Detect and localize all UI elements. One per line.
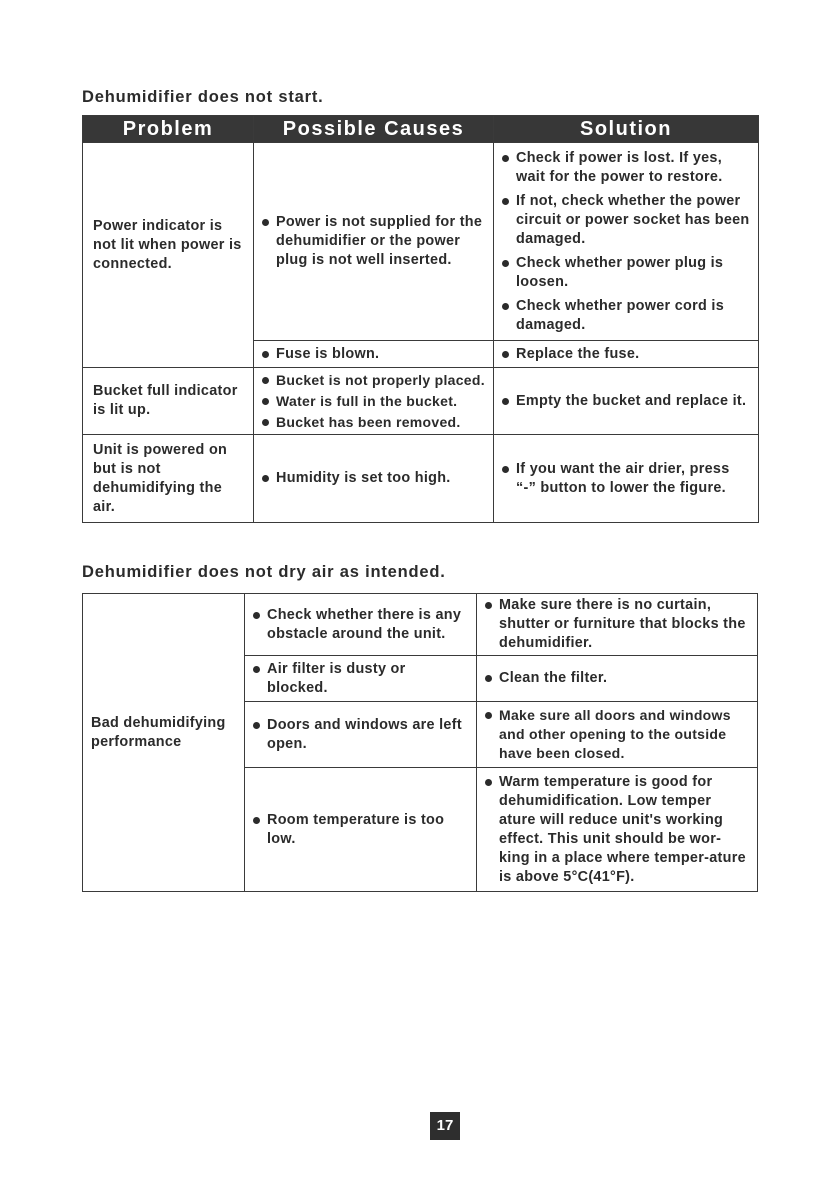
cause-cell	[254, 143, 494, 341]
cause-cell	[245, 768, 477, 892]
list-item	[260, 371, 487, 390]
solution-text: Check whether power plug is loosen.	[516, 254, 724, 290]
list-item	[260, 413, 487, 432]
bullet-icon	[502, 351, 509, 358]
bullet-icon	[485, 602, 492, 609]
solution-cell	[494, 341, 759, 368]
bullet-icon	[262, 398, 269, 405]
page-number: 17	[430, 1112, 460, 1140]
list-item	[500, 345, 752, 364]
bullet-icon	[253, 817, 260, 824]
list-item	[251, 606, 470, 644]
section-title-not-start: Dehumidifier does not start.	[82, 88, 324, 106]
solution-text: Check if power is lost. If yes, wait for the power to restore.	[516, 149, 723, 185]
bullet-icon	[502, 260, 509, 267]
table-row	[83, 368, 759, 435]
bullet-icon	[262, 377, 269, 384]
cause-text: Water is full in the bucket.	[276, 392, 458, 409]
solution-text: If not, check whether the power circuit or power socket has been damaged.	[516, 192, 750, 247]
list-item	[500, 149, 752, 187]
solution-cell	[494, 435, 759, 523]
problem-text: Bucket full indicator is lit up.	[93, 383, 238, 418]
troubleshooting-table-not-dry	[82, 593, 758, 892]
list-item	[500, 192, 752, 249]
section-title-not-dry: Dehumidifier does not dry air as intended.	[82, 563, 446, 581]
bullet-icon	[253, 612, 260, 619]
bullet-icon	[262, 419, 269, 426]
bullet-icon	[253, 722, 260, 729]
solution-cell	[477, 594, 758, 656]
solution-cell	[477, 768, 758, 892]
cause-cell	[245, 594, 477, 656]
solution-text: Warm temperature is good for dehumidification. Low temper ature will reduce unit's working effect. This unit should be wor-king in a place where temper-ature is above 5°C(41°F).	[499, 773, 746, 885]
problem-cell	[83, 435, 254, 523]
bullet-icon	[262, 475, 269, 482]
solution-text: If you want the air drier, press “-” button to lower the figure.	[516, 460, 730, 496]
cause-text: Power is not supplied for the dehumidifier or the power plug is not well inserted.	[276, 214, 483, 268]
header-solution: Solution	[494, 116, 759, 143]
cause-text: Fuse is blown.	[276, 345, 380, 362]
cause-cell	[254, 341, 494, 368]
cause-text: Doors and windows are left open.	[267, 716, 462, 752]
list-item	[500, 254, 752, 292]
cause-text: Check whether there is any obstacle around the unit.	[267, 606, 462, 642]
solution-text: Make sure there is no curtain, shutter or furniture that blocks the dehumidifier.	[499, 597, 746, 651]
problem-cell	[83, 368, 254, 435]
list-item	[251, 811, 470, 849]
bullet-icon	[485, 675, 492, 682]
bullet-icon	[262, 219, 269, 226]
bullet-icon	[502, 198, 509, 205]
list-item	[483, 596, 751, 653]
list-item	[251, 660, 470, 698]
table-row	[83, 594, 758, 656]
list-item	[251, 716, 470, 754]
solution-text: Replace the fuse.	[516, 345, 640, 362]
solution-cell	[477, 702, 758, 768]
cause-cell	[245, 656, 477, 702]
solution-text: Clean the filter.	[499, 670, 608, 686]
list-item	[260, 392, 487, 411]
cause-text: Bucket is not properly placed.	[276, 371, 485, 388]
list-item	[483, 773, 751, 887]
table-row	[83, 143, 759, 341]
bullet-icon	[485, 779, 492, 786]
list-item	[483, 669, 751, 688]
list-item	[500, 297, 752, 335]
cause-text: Humidity is set too high.	[276, 470, 451, 486]
cause-cell	[245, 702, 477, 768]
list-item	[260, 213, 487, 270]
bullet-icon	[502, 303, 509, 310]
list-item	[500, 460, 752, 498]
problem-cell	[83, 594, 245, 892]
table-header-row	[83, 116, 759, 143]
troubleshooting-table-not-start	[82, 115, 759, 523]
problem-cell	[83, 143, 254, 368]
bullet-icon	[502, 398, 509, 405]
cause-text: Room temperature is too low.	[267, 811, 445, 847]
solution-cell	[494, 368, 759, 435]
cause-text: Air filter is dusty or blocked.	[267, 660, 406, 696]
header-problem: Problem	[83, 116, 254, 143]
problem-text: Bad dehumidifying performance	[91, 714, 226, 750]
solution-cell	[494, 143, 759, 341]
problem-text: Power indicator is not lit when power is connected.	[93, 217, 242, 272]
bullet-icon	[502, 155, 509, 162]
header-possible-causes: Possible Causes	[254, 116, 494, 143]
solution-text: Check whether power cord is damaged.	[516, 297, 725, 333]
solution-text: Empty the bucket and replace it.	[516, 392, 747, 409]
cause-cell	[254, 435, 494, 523]
cause-cell	[254, 368, 494, 435]
bullet-icon	[262, 351, 269, 358]
problem-text: Unit is powered on but is not dehumidifying the air.	[93, 441, 228, 515]
table-row	[83, 435, 759, 523]
solution-text: Make sure all doors and windows and other opening to the outside have been closed.	[499, 707, 731, 761]
bullet-icon	[253, 666, 260, 673]
list-item	[483, 706, 751, 763]
cause-text: Bucket has been removed.	[276, 413, 461, 430]
list-item	[500, 392, 752, 411]
bullet-icon	[485, 712, 492, 719]
list-item	[260, 345, 487, 364]
bullet-icon	[502, 466, 509, 473]
solution-cell	[477, 656, 758, 702]
list-item	[260, 469, 487, 488]
